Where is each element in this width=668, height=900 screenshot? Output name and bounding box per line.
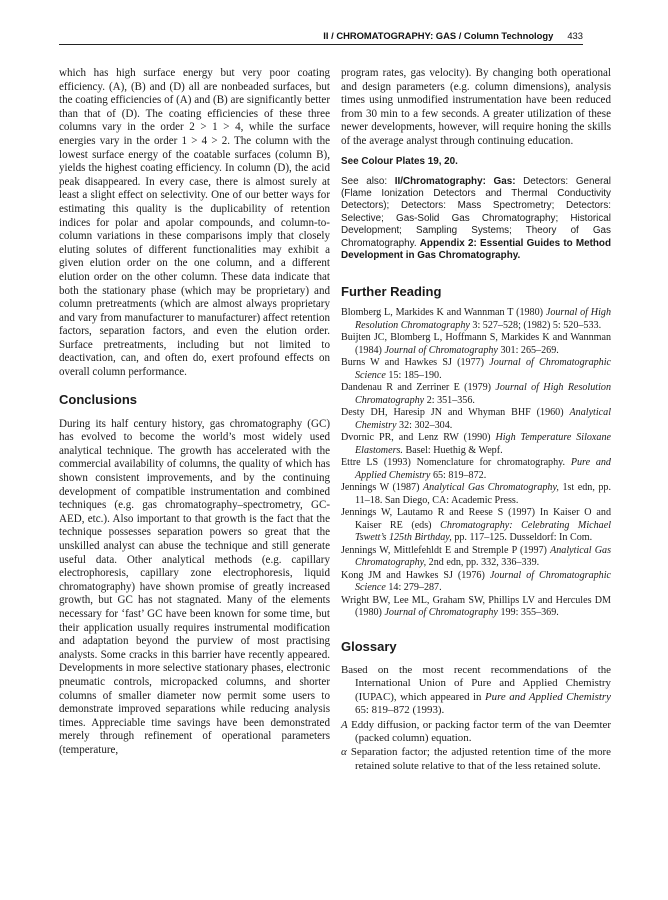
see-colour-plates: See Colour Plates 19, 20.: [341, 155, 458, 167]
reference-item: [341, 407, 611, 431]
glossary-intro-citation: 65: 819–872 (1993).: [355, 704, 445, 717]
reference-journal: Journal of High Resolution Chromatography: [355, 307, 611, 331]
reference-item: [341, 545, 611, 569]
reference-item: [341, 357, 611, 381]
reference-item: [341, 432, 611, 456]
reference-item: [341, 382, 611, 406]
header-rule: [59, 44, 583, 45]
glossary-definition: Separation factor; the adjusted retention time of the more retained solute relative to that of the less retained solute.: [350, 746, 612, 772]
reference-item: [341, 457, 611, 481]
glossary-entry: [341, 719, 611, 746]
see-also-link-appendix[interactable]: Appendix 2: Essential Guides to Method Development in Gas Chromatography.: [341, 237, 611, 261]
reference-details: 301: 265–269.: [500, 344, 559, 356]
reference-details: 199: 355–369.: [500, 606, 559, 618]
reference-journal: Analytical Gas Chromatography,: [422, 482, 559, 494]
reference-details: 14: 279–287.: [388, 581, 442, 593]
reference-authors: Wright BW, Lee ML, Graham SW, Phillips LV and Hercules DM (1980): [341, 594, 611, 618]
reference-authors: Kong JM and Hawkes SJ (1976): [341, 569, 485, 581]
reference-journal: Journal of Chromatography: [384, 606, 498, 618]
reference-details: 15: 185–190.: [388, 369, 442, 381]
see-also-lead: See also:: [341, 175, 388, 187]
reference-list: [341, 307, 611, 619]
glossary-definition: Eddy diffusion, or packing factor term of the van Deemter (packed column) equation.: [351, 718, 611, 745]
reference-details: 1st edn, pp. 11–18. San Diego, CA: Academic Press.: [355, 482, 611, 506]
glossary-symbol: A: [341, 718, 348, 731]
reference-item: [341, 307, 611, 331]
running-header: [59, 30, 583, 41]
reference-authors: Burns W and Hawkes SJ (1977): [341, 357, 485, 369]
see-also-link-gas[interactable]: II/Chromatography: Gas:: [394, 175, 516, 187]
glossary-intro-journal: Pure and Applied Chemistry: [484, 690, 611, 703]
reference-item: [341, 570, 611, 594]
reference-authors: Dandenau R and Zerriner E (1979): [341, 382, 492, 394]
reference-journal: Journal of Chromatographic Science: [355, 357, 612, 381]
reference-authors: Jennings W (1987): [341, 482, 420, 494]
reference-journal: Analytical Gas Chromatography,: [355, 544, 611, 568]
conclusions-paragraph: During its half century history, gas chromatography (GC) has evolved to become the world’s most widely used analytical technique. The growth has accelerated with the commercial availability of columns, the quality of which has shown consistent improvements, and by the continuing development of compatible instrumentation and combined techniques (e.g. gas chromatography–spectrometry, GC-AED, etc.). Also important to that growth is the fact that the technique possesses separation powers so great that the unskilled analyst can abuse the technique and still generate useful data. Other analytical methods (e.g. capillary electrophoresis, capillary zone electrophoresis, liquid chromatography) have shown promise of greatly increased growth, but GC has not stagnated. Many of the elements necessary for ‘fast’ GC have been known for some time, but their application usually requires instrumental modification and adaptation beyond the purview of most practising analysts. Some cracks in this barrier have recently appeared. Developments in more selective stationary phases, electronic pneumatic controls, micropacked columns, and shorter columns of smaller diameter now permit some users to demonstrate improved separations while reducing analysis times. Appreciable time savings have been demonstrated merely through refinement of operational parameters (temperature,: [59, 417, 330, 756]
reference-item: [341, 507, 611, 544]
glossary-symbol: α: [341, 746, 347, 759]
glossary-intro-text: Based on the most recent recommendations of the International Union of Pure and Applied Chemistry (IUPAC), which appeared in: [341, 664, 611, 703]
page-number: 433: [567, 30, 583, 41]
reference-journal: High Temperature Siloxane Elastomers.: [355, 432, 611, 456]
conclusions-heading: Conclusions: [59, 391, 138, 407]
reference-authors: Ettre LS (1993) Nomenclature for chromatography.: [341, 457, 566, 469]
right-column: [341, 67, 611, 773]
reference-journal: Analytical Chemistry: [355, 407, 611, 431]
glossary-entry: [341, 746, 611, 773]
reference-journal: Chromatography: Celebrating Michael Tswett’s 125th Birthday,: [355, 519, 612, 543]
reference-authors: Dvornic PR, and Lenz RW (1990): [341, 432, 491, 444]
reference-authors: Blomberg L, Markides K and Wannman T (1980): [341, 307, 543, 319]
reference-details: 32: 302–304.: [399, 419, 453, 431]
reference-authors: Buijten JC, Blomberg L, Hoffmann S, Markides K and Wannman (1984): [341, 332, 611, 356]
see-also: [341, 176, 611, 263]
reference-details: 3: 527–528; (1982) 5: 520–533.: [472, 319, 602, 331]
reference-item: [341, 595, 611, 619]
reference-journal: Journal of Chromatographic Science: [355, 569, 612, 593]
body-paragraph: which has high surface energy but very poor coating efficiency. (A), (B) and (D) all are nonbeaded surfaces, but the coating efficiencies of (A) and (B) are significantly better than that of (D). The coating efficiencies of these three columns vary in the order 2 > 1 > 4, while the surface energies vary in the order 1 > 4 > 2. The column with the lowest surface energy of the coatable surfaces (column B), yields the highest coating efficiency. In column (D), the acid peak disappeared. In every case, there is almost surely at least a slight effect on selectivity. One of our better ways for estimating this quality is the duplicability of retention indices for polar and apolar compounds, and column-to-column variations in these comparisons imply that closely eluting solutes of different functionalities may exhibit a given elution order on the one column, and a different elution order on the other column. These data indicate that both the stationary phase (which may be proprietary) and column pretreatments (which are almost always proprietary and vary from manufacturer to manufacturer) affect retention factors, separation factors, and even the elution order. Surface pretreatments, including but not limited to deactivation, can, and often do, exert profound effects on overall column performance.: [59, 67, 330, 379]
reference-authors: Desty DH, Haresip JN and Whyman BHF (1960): [341, 407, 564, 419]
reference-journal: Journal of High Resolution Chromatography: [355, 382, 611, 406]
reference-details: pp. 117–125. Dusseldorf: In Com.: [454, 531, 593, 543]
running-title: II / CHROMATOGRAPHY: GAS / Column Technology: [323, 30, 554, 41]
glossary-heading: Glossary: [341, 639, 397, 655]
reference-details: 65: 819–872.: [432, 469, 487, 481]
reference-item: [341, 332, 611, 356]
reference-item: [341, 482, 611, 506]
reference-journal: Journal of Chromatography: [384, 344, 498, 356]
reference-details: Basel: Huethig & Wepf.: [405, 444, 503, 456]
see-also-topics: Detectors: General (Flame Ionization Detectors and Thermal Conductivity Detectors); Detectors: Mass Spectrometry; Detectors: Selective; Gas-Solid Gas Chromatography; Historical Development; Sampling Systems; Theory of Gas Chromatography.: [341, 175, 611, 249]
reference-details: 2: 351–356.: [426, 394, 475, 406]
reference-authors: Jennings W, Mittlefehldt E and Stremple P (1997): [341, 544, 547, 556]
body-paragraph-continued: program rates, gas velocity). By changing both operational and design parameters (e.g. column dimensions), analysis times using unmodified instrumentation have been reduced from 30 min to a few seconds. A greater utilization of these newer developments, however, will require honing the skills of the average analyst through continuing education.: [341, 67, 611, 147]
left-column: [59, 67, 330, 758]
further-reading-heading: Further Reading: [341, 284, 442, 300]
glossary-intro: [341, 664, 611, 718]
reference-journal: Pure and Applied Chemistry: [355, 457, 611, 481]
reference-authors: Jennings W, Lautamo R and Reese S (1997) In Kaiser O and Kaiser RE (eds): [341, 507, 611, 531]
reference-details: 2nd edn, pp. 332, 336–339.: [428, 556, 540, 568]
